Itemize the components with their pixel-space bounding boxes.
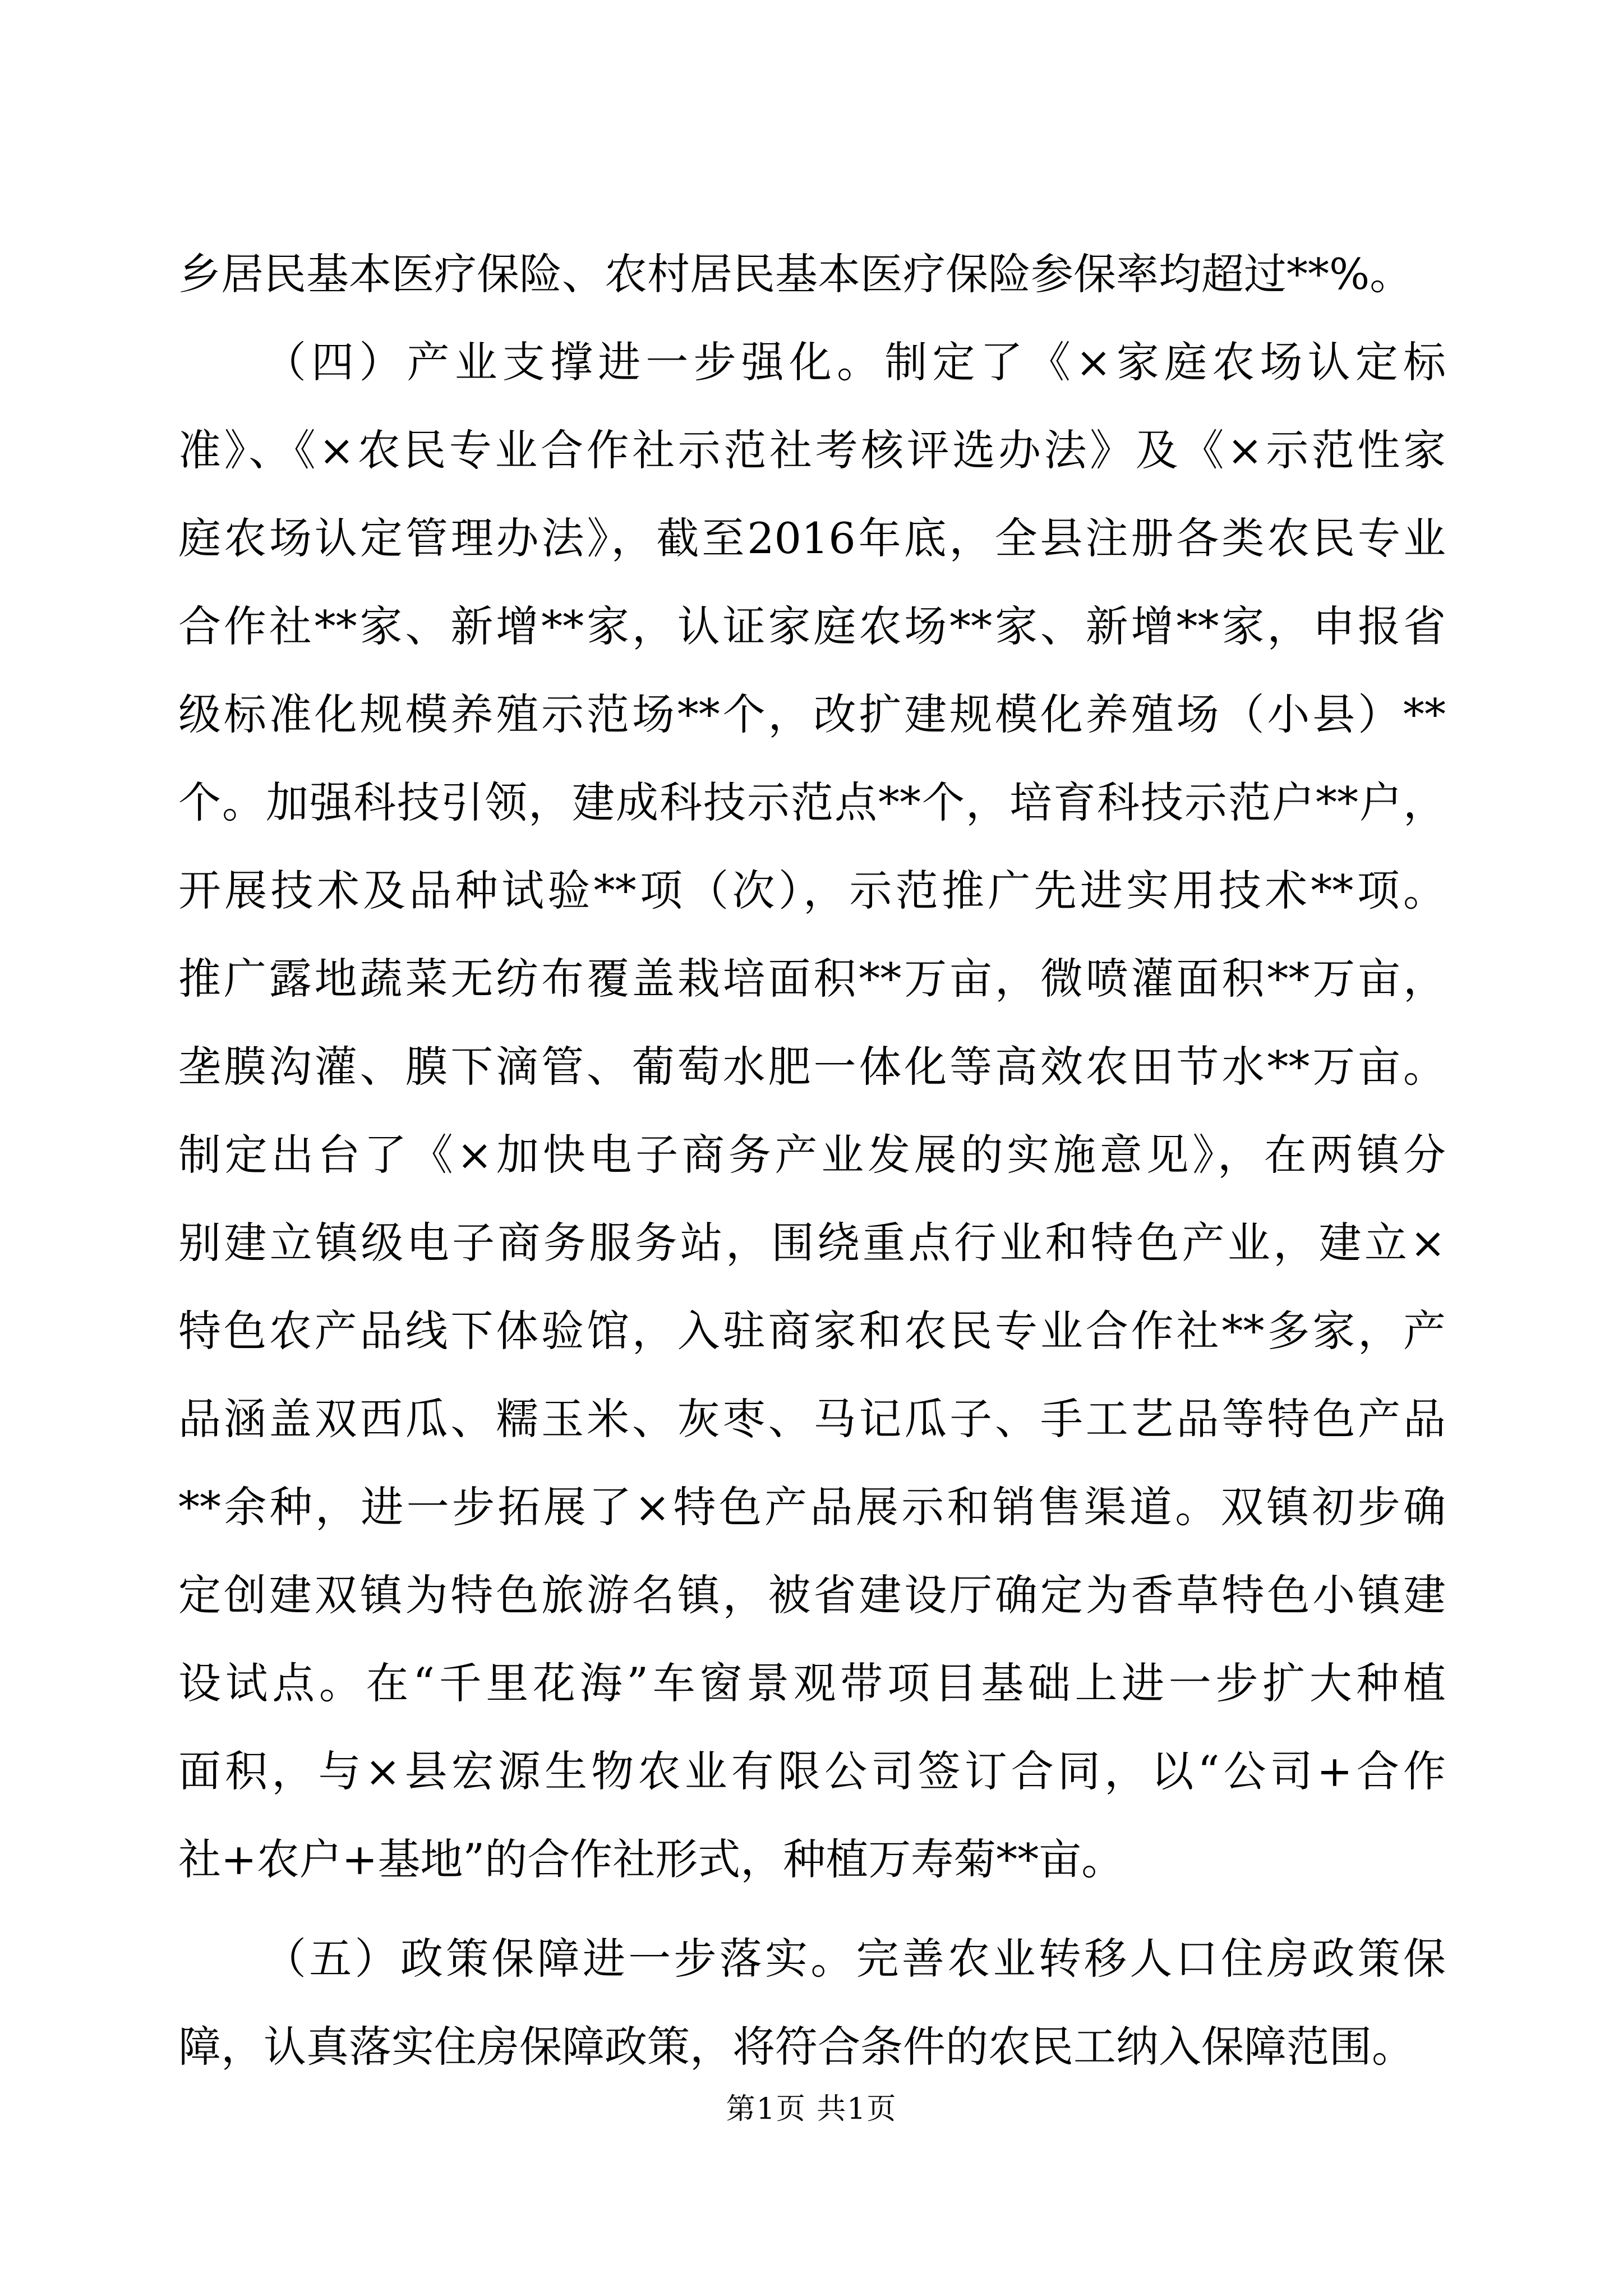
text-line: （五）政策保障进一步落实。完善农业转移人口住房政策保 <box>264 1934 1446 1984</box>
text-line: 庭农场认定管理办法》，截至2016年底，全县注册各类农民专业 <box>178 513 1446 563</box>
text-line: 制定出台了《×加快电子商务产业发展的实施意见》，在两镇分 <box>178 1130 1446 1180</box>
text-line: 特色农产品线下体验馆，入驻商家和农民专业合作社**多家，产 <box>178 1306 1446 1356</box>
text-line: 障，认真落实住房保障政策，将符合条件的农民工纳入保障范围。 <box>178 2022 1414 2072</box>
document-body <box>178 230 1446 2091</box>
text-line: 设试点。在“千里花海”车窗景观带项目基础上进一步扩大种植 <box>178 1658 1446 1708</box>
text-line: 垄膜沟灌、膜下滴管、葡萄水肥一体化等高效农田节水**万亩。 <box>178 1042 1446 1092</box>
text-line: 推广露地蔬菜无纺布覆盖栽培面积**万亩，微喷灌面积**万亩， <box>178 954 1446 1004</box>
text-line: 开展技术及品种试验**项（次），示范推广先进实用技术**项。 <box>178 866 1446 915</box>
text-line: **余种，进一步拓展了×特色产品展示和销售渠道。双镇初步确 <box>178 1482 1446 1532</box>
paragraph <box>178 1915 1446 2091</box>
page-footer: 第1页 共1页 <box>726 2092 897 2126</box>
text-line: 个。加强科技引领，建成科技示范点**个，培育科技示范户**户， <box>178 777 1446 827</box>
text-line: （四）产业支撑进一步强化。制定了《×家庭农场认定标 <box>264 337 1446 387</box>
text-line: 面积，与×县宏源生物农业有限公司签订合同，以“公司+合作 <box>178 1746 1446 1796</box>
text-line: 社+农户+基地”的合作社形式，种植万寿菊**亩。 <box>178 1834 1124 1884</box>
paragraph <box>178 230 1446 318</box>
paragraph <box>178 318 1446 1903</box>
text-line: 品涵盖双西瓜、糯玉米、灰枣、马记瓜子、手工艺品等特色产品 <box>178 1394 1446 1444</box>
text-line: 乡居民基本医疗保险、农村居民基本医疗保险参保率均超过**%。 <box>178 249 1413 299</box>
text-line: 合作社**家、新增**家，认证家庭农场**家、新增**家，申报省 <box>178 601 1446 651</box>
paragraph-gap <box>178 1903 1446 1915</box>
text-line: 别建立镇级电子商务服务站，围绕重点行业和特色产业，建立× <box>178 1218 1446 1268</box>
text-line: 级标准化规模养殖示范场**个，改扩建规模化养殖场（小县）** <box>178 689 1446 739</box>
text-line: 准》、《×农民专业合作社示范社考核评选办法》及《×示范性家 <box>178 425 1446 475</box>
text-line: 定创建双镇为特色旅游名镇，被省建设厅确定为香草特色小镇建 <box>178 1570 1446 1620</box>
